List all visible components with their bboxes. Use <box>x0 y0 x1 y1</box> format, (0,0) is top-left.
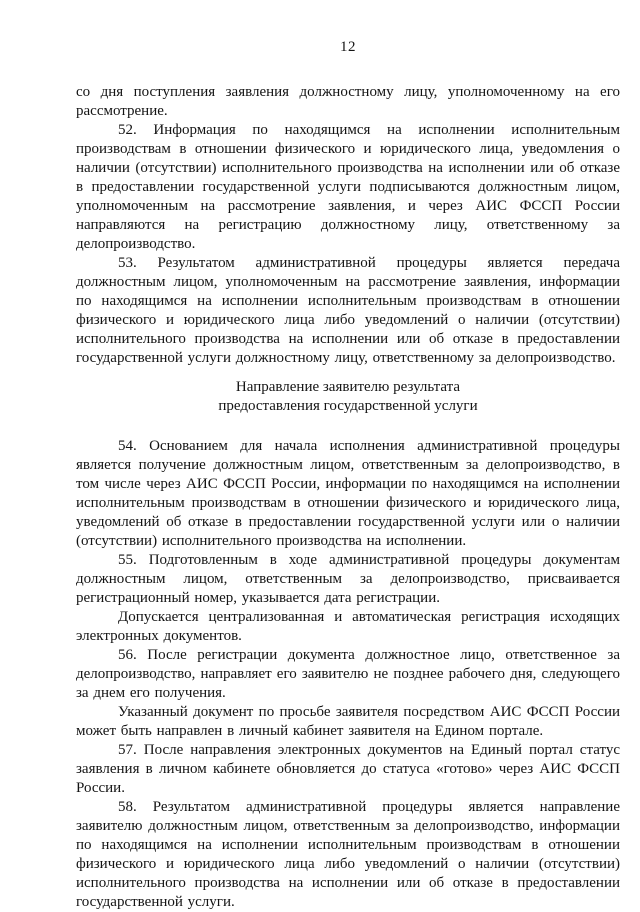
section-heading <box>76 378 620 416</box>
paragraph-52: 52. Информация по находящимся на исполнении исполнительным производствам в отношении физического и юридического лица, уведомления о наличии (отсутствии) исполнительного производства на исполнении или об отказе в предоставлении государственной услуги подписываются должностным лицом, уполномоченным на рассмотрение заявления, и через АИС ФССП России направляются на регистрацию должностному лицу, ответственному за делопроизводство. <box>76 122 620 252</box>
paragraph-56: 56. После регистрации документа должностное лицо, ответственное за делопроизводство, направляет его заявителю не позднее рабочего дня, следующего за днем его получения. <box>76 647 620 701</box>
paragraph-55-subparagraph: Допускается централизованная и автоматическая регистрация исходящих электронных документов. <box>76 609 620 644</box>
paragraph-58: 58. Результатом административной процедуры является направление заявителю должностным лицом, ответственным за делопроизводство, информации по находящимся на исполнении исполнительным производствам в отношении физического и юридического лица либо уведомлений о наличии (отсутствии) исполнительного производства на исполнении или об отказе в предоставлении государственной услуги. <box>76 799 620 910</box>
paragraph-57: 57. После направления электронных документов на Единый портал статус заявления в личном кабинете обновляется до статуса «готово» через АИС ФССП России. <box>76 742 620 796</box>
document-body <box>76 83 620 912</box>
section-heading-line1: Направление заявителю результата <box>235 379 461 395</box>
page-number: 12 <box>340 39 356 55</box>
paragraph-55: 55. Подготовленным в ходе административной процедуры документам должностным лицом, ответственным за делопроизводство, присваивается регистрационный номер, указывается дата регистрации. <box>76 552 620 606</box>
paragraph-53: 53. Результатом административной процедуры является передача должностным лицом, уполномоченным на рассмотрение заявления, информации по находящимся на исполнении исполнительным производствам в отношении физического и юридического лица либо уведомлений о наличии (отсутствии) исполнительного производства на исполнении или об отказе в предоставлении государственной услуги должностному лицу, ответственному за делопроизводство. <box>76 255 620 366</box>
section-heading-line2: предоставления государственной услуги <box>218 398 478 414</box>
paragraph-continuation: со дня поступления заявления должностному лицу, уполномоченному на его рассмотрение. <box>76 84 620 119</box>
paragraph-56-subparagraph: Указанный документ по просьбе заявителя посредством АИС ФССП России может быть направлен в личный кабинет заявителя на Едином портале. <box>76 704 620 739</box>
paragraph-54: 54. Основанием для начала исполнения административной процедуры является получение должностным лицом, ответственным за делопроизводство, в том числе через АИС ФССП России, информации по находящимся на исполнении исполнительным производствам в отношении физического и юридического лица, уведомлений об отказе в предоставлении государственной услуги или о наличии (отсутствии) исполнительного производства на исполнении. <box>76 438 620 549</box>
